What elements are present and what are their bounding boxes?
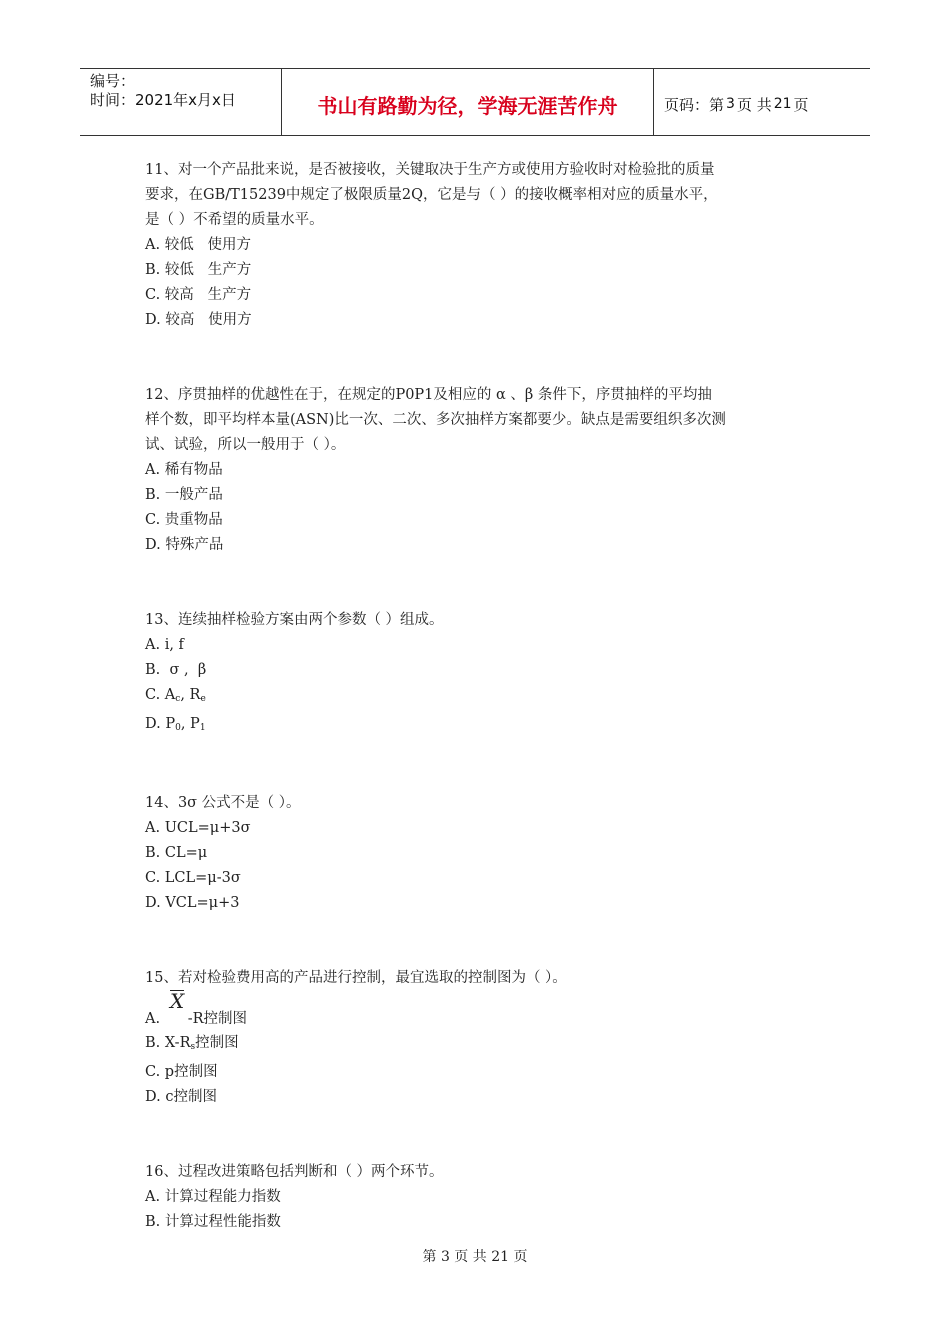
option-b: B. 一般产品 — [145, 487, 223, 503]
option-c: C. 贵重物品 — [145, 512, 223, 528]
option-c: C. LCL=μ-3σ — [145, 870, 241, 886]
question-15 — [145, 966, 815, 1110]
option-a: A. i, f — [145, 637, 184, 653]
question-14 — [145, 791, 815, 916]
option-a: A. 较低 使用方 — [145, 237, 252, 253]
question-stem-line: 要求，在GB/T15239中规定了极限质量2Q，它是与（ ）的接收概率相对应的质量水平， — [145, 187, 718, 203]
page-prefix: 页码：第 — [664, 95, 725, 114]
page-middle: 页 共 — [736, 95, 772, 114]
header-page-info — [654, 69, 870, 135]
question-stem-line: 11、对一个产品批来说，是否被接收，关键取决于生产方或使用方验收时对检验批的质量 — [145, 162, 715, 178]
question-stem-line: 试、试验，所以一般用于（ ）。 — [145, 437, 346, 453]
page-header — [80, 68, 870, 136]
option-d: D. 较高 使用方 — [145, 312, 252, 328]
question-stem-line: 14、3σ 公式不是（ ）。 — [145, 795, 301, 811]
question-16 — [145, 1160, 815, 1235]
option-b: B. 计算过程性能指数 — [145, 1214, 281, 1230]
question-stem-line: 15、若对检验费用高的产品进行控制，最宜选取的控制图为（ ）。 — [145, 970, 567, 986]
page-suffix: 页 — [793, 95, 809, 114]
page-total: 21 — [773, 96, 792, 112]
option-b: B. 较低 生产方 — [145, 262, 252, 278]
question-stem-line: 样个数，即平均样本量(ASN)比一次、二次、多次抽样方案都要少。缺点是需要组织多次测 — [145, 412, 726, 428]
question-stem-line: 是（ ）不希望的质量水平。 — [145, 212, 324, 228]
header-motto-cell — [281, 69, 654, 135]
option-c: C. 较高 生产方 — [145, 287, 252, 303]
question-stem-line: 13、连续抽样检验方案由两个参数（ ）组成。 — [145, 612, 444, 628]
option-d: D. 特殊产品 — [145, 537, 224, 553]
question-12 — [145, 383, 815, 558]
option-b: B. σ , β — [145, 662, 207, 678]
option-b: B. CL=μ — [145, 845, 208, 861]
header-motto: 书山有路勤为径，学海无涯苦作舟 — [317, 93, 618, 118]
option-c: C. p控制图 — [145, 1064, 218, 1080]
option-d: D. $P_0$, $P_1$ — [145, 716, 206, 733]
question-stem-line: 12、序贯抽样的优越性在于，在规定的P0P1及相应的 α 、β 条件下，序贯抽样的平均抽 — [145, 387, 712, 403]
document-number-label: 编号： — [90, 72, 136, 90]
page-current: 3 — [726, 96, 735, 112]
option-a: A. -R控制图 — [145, 1011, 248, 1027]
x-bar-symbol: X — [170, 989, 185, 1013]
option-d: D. c控制图 — [145, 1089, 217, 1105]
option-c: C. $A_c$, $R_e$ — [145, 687, 206, 704]
option-a-row — [145, 991, 815, 1031]
question-list — [145, 158, 815, 1235]
header-meta — [80, 69, 281, 135]
page-footer: 第 3 页 共 21 页 — [422, 1249, 528, 1265]
option-a: A. 计算过程能力指数 — [145, 1189, 281, 1205]
option-a: A. UCL=μ+3σ — [145, 820, 251, 836]
question-11 — [145, 158, 815, 333]
question-13 — [145, 608, 815, 741]
option-a: A. 稀有物品 — [145, 462, 223, 478]
question-stem-line: 16、过程改进策略包括判断和（ ）两个环节。 — [145, 1164, 444, 1180]
option-b: B. $X-R_s$控制图 — [145, 1035, 239, 1052]
option-d: D. VCL=μ+3 — [145, 895, 240, 911]
document-time: 时间：2021年x月x日 — [90, 91, 236, 109]
